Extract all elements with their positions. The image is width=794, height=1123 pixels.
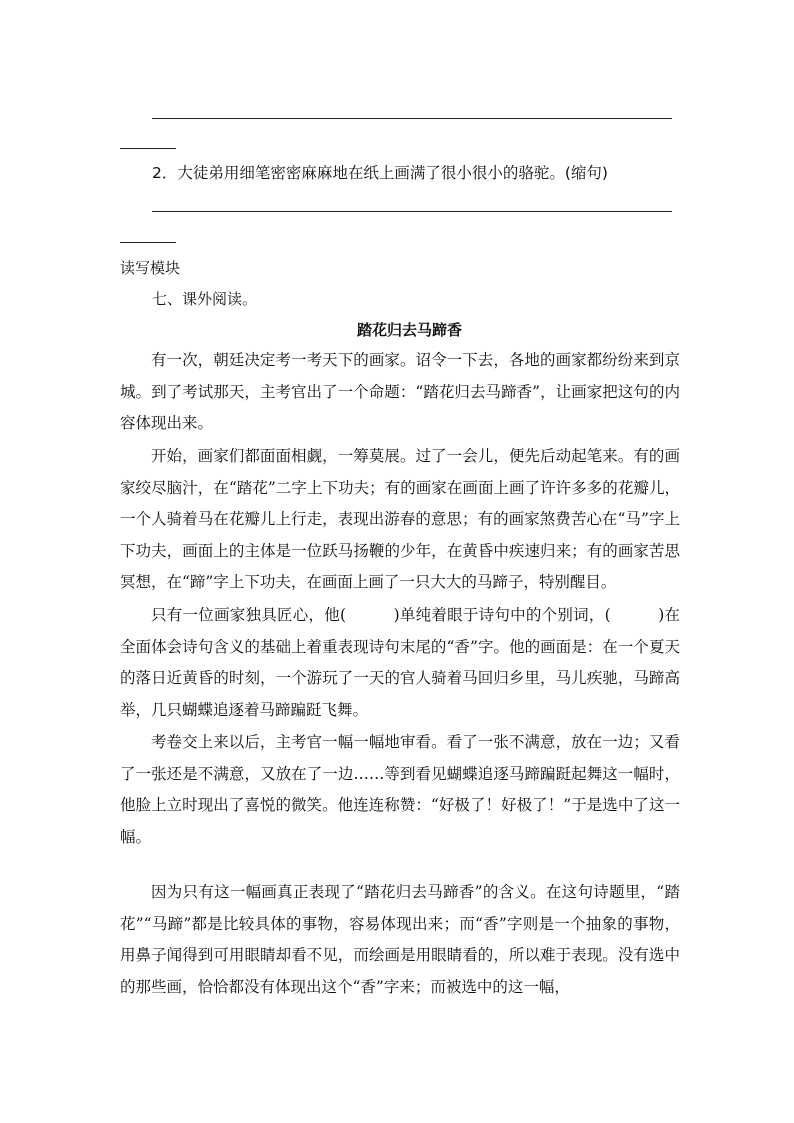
article-paragraph-2: 开始，画家们都面面相觑，一筹莫展。过了一会儿，便先后动起笔来。有的画家绞尽脑汁，在“踏花”二字上下功夫；有的画家在画面上画了许许多多的花瓣儿，一个人骑着马在花瓣儿上行走，表现出游春的意思；有的画家煞费苦心在“马”字上下功夫，画面上的主体是一位跃马扬鞭的少年，在黄昏中疾速归来；有的画家苦思冥想，在“蹄”字上下功夫，在画面上画了一只大大的马蹄子，特别醒目。	[120, 447, 680, 591]
article-paragraph-3: 只有一位画家独具匠心，他( )单纯着眼于诗句中的个别词，( )在全面体会诗句含义的基础上着重表现诗句末尾的“香”字。他的画面是：在一个夏天的落日近黄昏的时刻，一个游玩了一天的官人骑着马回归乡里，马儿疾驰，马蹄高举，几只蝴蝶追逐着马蹄蹁跹飞舞。	[120, 606, 680, 719]
question-2: 2．大徒弟用细笔密密麻麻地在纸上画满了很小很小的骆驼。(缩句)	[152, 164, 608, 182]
answer-line	[152, 118, 672, 119]
article-paragraph-4: 考卷交上来以后，主考官一幅一幅地审看。看了一张不满意，放在一边；又看了一张还是不满意，又放在了一边……等到看见蝴蝶追逐马蹄蹁跹起舞这一幅时，他脸上立时现出了喜悦的微笑。他连连称赞：“好极了！好极了！”于是选中了这一幅。	[120, 733, 680, 846]
article-title: 踏花归去马蹄香	[357, 321, 463, 339]
article-paragraph-5: 因为只有这一幅画真正表现了“踏花归去马蹄香”的含义。在这句诗题里，“踏花”“马蹄”都是比较具体的事物，容易体现出来；而“香”字则是一个抽象的事物，用鼻子闻得到可用眼睛却看不见，而绘画是用眼睛看的，所以难于表现。没有选中的那些画，恰恰都没有体现出这个“香”字来；而被选中的这一幅，	[120, 883, 680, 996]
article-paragraph-1: 有一次，朝廷决定考一考天下的画家。诏令一下去，各地的画家都纷纷来到京城。到了考试那天，主考官出了一个命题：“踏花归去马蹄香”，让画家把这句的内容体现出来。	[120, 351, 680, 432]
section-heading: 读写模块	[120, 259, 181, 277]
answer-line-continuation	[120, 148, 176, 149]
subsection-heading: 七、课外阅读。	[152, 290, 258, 308]
answer-line	[152, 211, 672, 212]
answer-line-continuation	[120, 242, 176, 243]
